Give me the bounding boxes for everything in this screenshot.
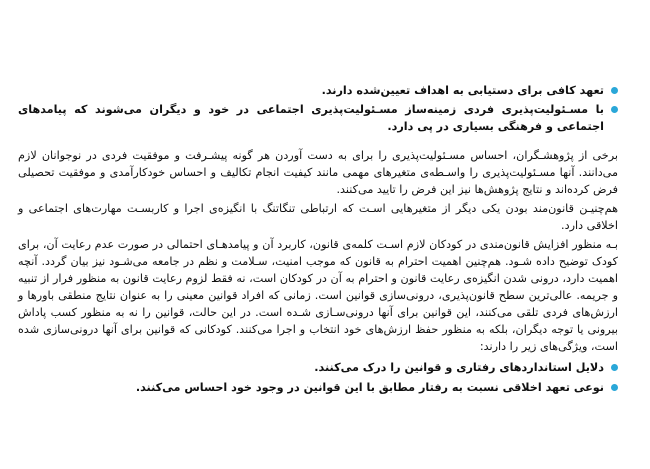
list-item xyxy=(18,379,618,396)
bottom-bullet-list xyxy=(18,359,618,396)
bullet-dot-icon xyxy=(611,384,618,391)
document-body xyxy=(18,82,618,399)
top-bullet-list xyxy=(18,82,618,135)
bullet-dot-icon xyxy=(611,106,618,113)
paragraph-lawfulness: هم‌چنیـن قانون‌مند بودن یکی دیگر از متغیرهایی اسـت که ارتباطی تنگاتنگ با انگیزه‌ی اجرا و کاربسـت مهارت‌های اجتماعی و اخلاقی دارد. xyxy=(18,202,618,232)
paragraph-responsibility: برخی از پژوهشـگران، احساس مسـئولیت‌پذیری را برای به دست آوردن هر گونه پیشـرفت و موفقیت فردی در نوجوانان لازم می‌دانند. آنها مسـئولیت‌پذیری را واسـطه‌ی متغیرهای مهمی مانند کیفیت انجام تکالیف و احساس خودکارآمدی و موفقیت تحصیلی فرض کرده‌اند و نتایج پژوهش‌ها نیز این فرض را تایید می‌کنند. xyxy=(18,149,618,196)
bullet-dot-icon xyxy=(611,364,618,371)
paragraph-internalization: بـه منظور افزایش قانون‌مندی در کودکان لازم اسـت کلمه‌ی قانون، کاربرد آن و پیامدهـای احتمالی در صورت عدم رعایت آن، برای کودک توضیح داده شـود. هم‌چنین اهمیت احترام به قانون که موجب امنیت، سـلامت و نظم در جامعه می‌شـود نیز بیان گردد. آنچه اهمیت دارد، درونی شدن انگیزه‌ی رعایت قانون و احترام به آن در کودکان است، نه فقط لزوم رعایت قانون به منظور فرار از تنبیه و جریمه. عالی‌ترین سطح قانون‌پذیری، درونی‌سازی قوانین است. زمانی که افراد قوانین معینی را به عنوان نتایج منطقی باورها و ارزش‌های فردی تلقی می‌کنند، این قوانین برای آنها درونی‌سـازی شـده است. در این حالت، قوانین را نه به منظور کسب پاداش بیرونی یا توجه دیگران، بلکه به منظور حفظ ارزش‌های خود انتخاب و اجرا می‌کنند. کودکانی که قوانین برای آنها درونی‌سازی شده است، ویژگی‌های زیر را دارند: xyxy=(18,238,618,353)
bullet-text: با مسـئولیت‌پذیری فردی زمینه‌ساز مسـئولیت‌پذیری اجتماعی در خود و دیگران می‌شوند که پیامدهای اجتماعی و فرهنگی بسیاری در پی دارد. xyxy=(18,103,604,133)
bullet-text: دلایل استانداردهای رفتاری و قوانین را درک می‌کنند. xyxy=(314,361,604,374)
bullet-text: تعهد کافی برای دستیابی به اهداف تعیین‌شده دارند. xyxy=(321,84,604,97)
bullet-dot-icon xyxy=(611,87,618,94)
list-item xyxy=(18,359,618,376)
list-item xyxy=(18,101,618,135)
bullet-text: نوعی تعهد اخلاقی نسبت به رفتار مطابق با این قوانین در وجود خود احساس می‌کنند. xyxy=(135,381,604,394)
list-item xyxy=(18,82,618,99)
